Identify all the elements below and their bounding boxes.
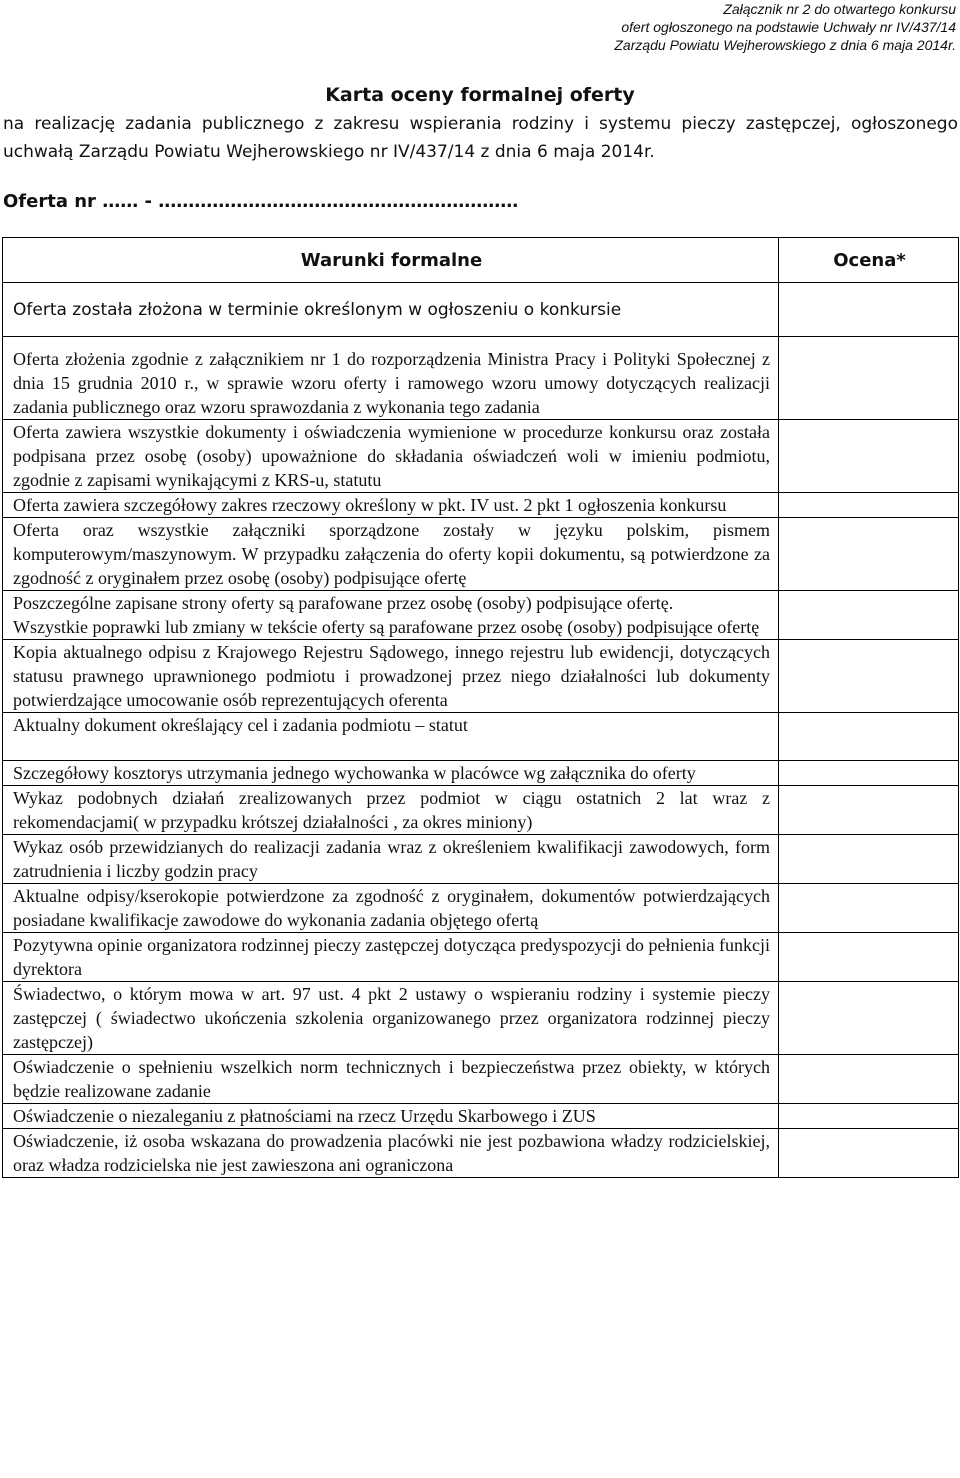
condition-label: Kopia aktualnego odpisu z Krajowego Rejestru Sądowego, innego rejestru lub ewidencji, dotyczących statusu prawnego uprawnionego podmiotu i prowadzonej przez niego działalności lub dokumenty potwierdzające umocowanie osób reprezentujących oferenta xyxy=(13,642,770,710)
score-cell[interactable] xyxy=(779,982,959,1055)
table-row xyxy=(3,591,959,640)
condition-label: Oferta zawiera szczegółowy zakres rzeczowy określony w pkt. IV ust. 2 pkt 1 ogłoszenia konkursu xyxy=(13,495,727,515)
score-cell[interactable] xyxy=(779,1104,959,1129)
condition-label: Wykaz podobnych działań zrealizowanych przez podmiot w ciągu ostatnich 2 lat wraz z rekomendacjami( w przypadku krótszej działalności , za okres miniony) xyxy=(13,788,770,832)
condition-label: Oferta złożenia zgodnie z załącznikiem nr 1 do rozporządzenia Ministra Pracy i Polityki Społecznej z dnia 15 grudnia 2010 r., w sprawie wzoru oferty i ramowego wzoru umowy dotyczących realizacji zadania publicznego oraz wzoru sprawozdania z wykonania tego zadania xyxy=(13,349,770,417)
condition-text xyxy=(3,640,779,713)
header-score: Ocena* xyxy=(779,238,959,283)
condition-text xyxy=(3,518,779,591)
condition-text xyxy=(3,420,779,493)
condition-label: Aktualne odpisy/kserokopie potwierdzone za zgodność z oryginałem, dokumentów potwierdzających posiadane kwalifikacje zawodowe do wykonania zadania objętego ofertą xyxy=(13,886,770,930)
condition-label: Wszystkie poprawki lub zmiany w tekście oferty są parafowane przez osobę (osoby) podpisujące ofertę xyxy=(13,617,760,637)
score-cell[interactable] xyxy=(779,283,959,337)
condition-text xyxy=(3,1104,779,1129)
condition-label: Oświadczenie o spełnieniu wszelkich norm technicznych i bezpieczeństwa przez obiekty, w których będzie realizowane zadanie xyxy=(13,1057,770,1101)
condition-text xyxy=(3,591,779,640)
condition-text xyxy=(3,337,779,420)
condition-text xyxy=(3,1055,779,1104)
table-row xyxy=(3,982,959,1055)
condition-label: Oferta zawiera wszystkie dokumenty i oświadczenia wymienione w procedurze konkursu oraz została podpisana przez osobę (osoby) upoważnione do składania oświadczeń woli w imieniu podmiotu, zgodnie z zapisami wynikającymi z KRS-u, statutu xyxy=(13,422,770,490)
table-row xyxy=(3,713,959,761)
annex-line: Zarządu Powiatu Wejherowskiego z dnia 6 maja 2014r. xyxy=(614,37,956,53)
table-row xyxy=(3,933,959,982)
document-title: Karta oceny formalnej oferty xyxy=(325,84,635,106)
condition-text xyxy=(3,884,779,933)
annex-line: Załącznik nr 2 do otwartego konkursu xyxy=(723,1,956,17)
score-cell[interactable] xyxy=(779,933,959,982)
table-row xyxy=(3,761,959,786)
condition-label: Szczegółowy kosztorys utrzymania jednego wychowanka w placówce wg załącznika do oferty xyxy=(13,763,696,783)
score-cell[interactable] xyxy=(779,786,959,835)
score-cell[interactable] xyxy=(779,835,959,884)
condition-text xyxy=(3,982,779,1055)
annex-note xyxy=(536,0,956,54)
document-subtitle: na realizację zadania publicznego z zakresu wspierania rodziny i systemu pieczy zastępczej, ogłoszonego uchwałą Zarządu Powiatu Wejherowskiego nr IV/437/14 z dnia 6 maja 2014r. xyxy=(3,114,958,162)
score-cell[interactable] xyxy=(779,640,959,713)
condition-label: Oferta oraz wszystkie załączniki sporządzone zostały w języku polskim, pismem komputerowym/maszynowym. W przypadku załączenia do oferty kopii dokumentu, są potwierdzone za zgodność z oryginałem przez osobę (osoby) podpisujące ofertę xyxy=(13,520,770,588)
score-cell[interactable] xyxy=(779,591,959,640)
score-cell[interactable] xyxy=(779,761,959,786)
table-row xyxy=(3,493,959,518)
condition-text xyxy=(3,283,779,337)
condition-text xyxy=(3,786,779,835)
condition-label: Aktualny dokument określający cel i zadania podmiotu – statut xyxy=(13,715,468,735)
score-cell[interactable] xyxy=(779,713,959,761)
table-row xyxy=(3,835,959,884)
condition-text xyxy=(3,933,779,982)
table-row xyxy=(3,1055,959,1104)
table-row xyxy=(3,640,959,713)
score-cell[interactable] xyxy=(779,518,959,591)
score-cell[interactable] xyxy=(779,420,959,493)
table-row xyxy=(3,337,959,420)
condition-text xyxy=(3,493,779,518)
table-header-row xyxy=(3,238,959,283)
condition-text xyxy=(3,1129,779,1178)
annex-line: ofert ogłoszonego na podstawie Uchwały nr IV/437/14 xyxy=(621,19,956,35)
table-row xyxy=(3,518,959,591)
score-cell[interactable] xyxy=(779,1129,959,1178)
table-row xyxy=(3,283,959,337)
condition-label: Oświadczenie o niezaleganiu z płatnościami na rzecz Urzędu Skarbowego i ZUS xyxy=(13,1106,596,1126)
formal-conditions-table xyxy=(2,237,959,1178)
condition-text xyxy=(3,761,779,786)
table-row xyxy=(3,1129,959,1178)
table-row xyxy=(3,1104,959,1129)
score-cell[interactable] xyxy=(779,493,959,518)
table-row xyxy=(3,420,959,493)
table-row xyxy=(3,884,959,933)
condition-label: Świadectwo, o którym mowa w art. 97 ust. 4 pkt 2 ustawy o wspieraniu rodziny i systemie pieczy zastępczej ( świadectwo ukończenia szkolenia organizowanego przez organizatora rodzinnej pieczy zastępczej) xyxy=(13,984,770,1052)
score-cell[interactable] xyxy=(779,337,959,420)
condition-text xyxy=(3,835,779,884)
score-cell[interactable] xyxy=(779,884,959,933)
header-conditions: Warunki formalne xyxy=(3,238,779,283)
score-cell[interactable] xyxy=(779,1055,959,1104)
condition-label: Oferta została złożona w terminie określonym w ogłoszeniu o konkursie xyxy=(13,299,622,320)
condition-text xyxy=(3,713,779,761)
condition-label: Wykaz osób przewidzianych do realizacji zadania wraz z określeniem kwalifikacji zawodowych, form zatrudnienia i liczby godzin pracy xyxy=(13,837,770,881)
condition-label: Pozytywna opinie organizatora rodzinnej pieczy zastępczej dotycząca predyspozycji do pełnienia funkcji dyrektora xyxy=(13,935,770,979)
condition-label: Poszczególne zapisane strony oferty są parafowane przez osobę (osoby) podpisujące ofertę. xyxy=(13,593,674,613)
condition-label: Oświadczenie, iż osoba wskazana do prowadzenia placówki nie jest pozbawiona władzy rodzicielskiej, oraz władza rodzicielska nie jest zawieszona ani ograniczona xyxy=(13,1131,770,1175)
offer-number-label: Oferta nr …… - …………………………………………………… xyxy=(3,191,519,212)
table-row xyxy=(3,786,959,835)
